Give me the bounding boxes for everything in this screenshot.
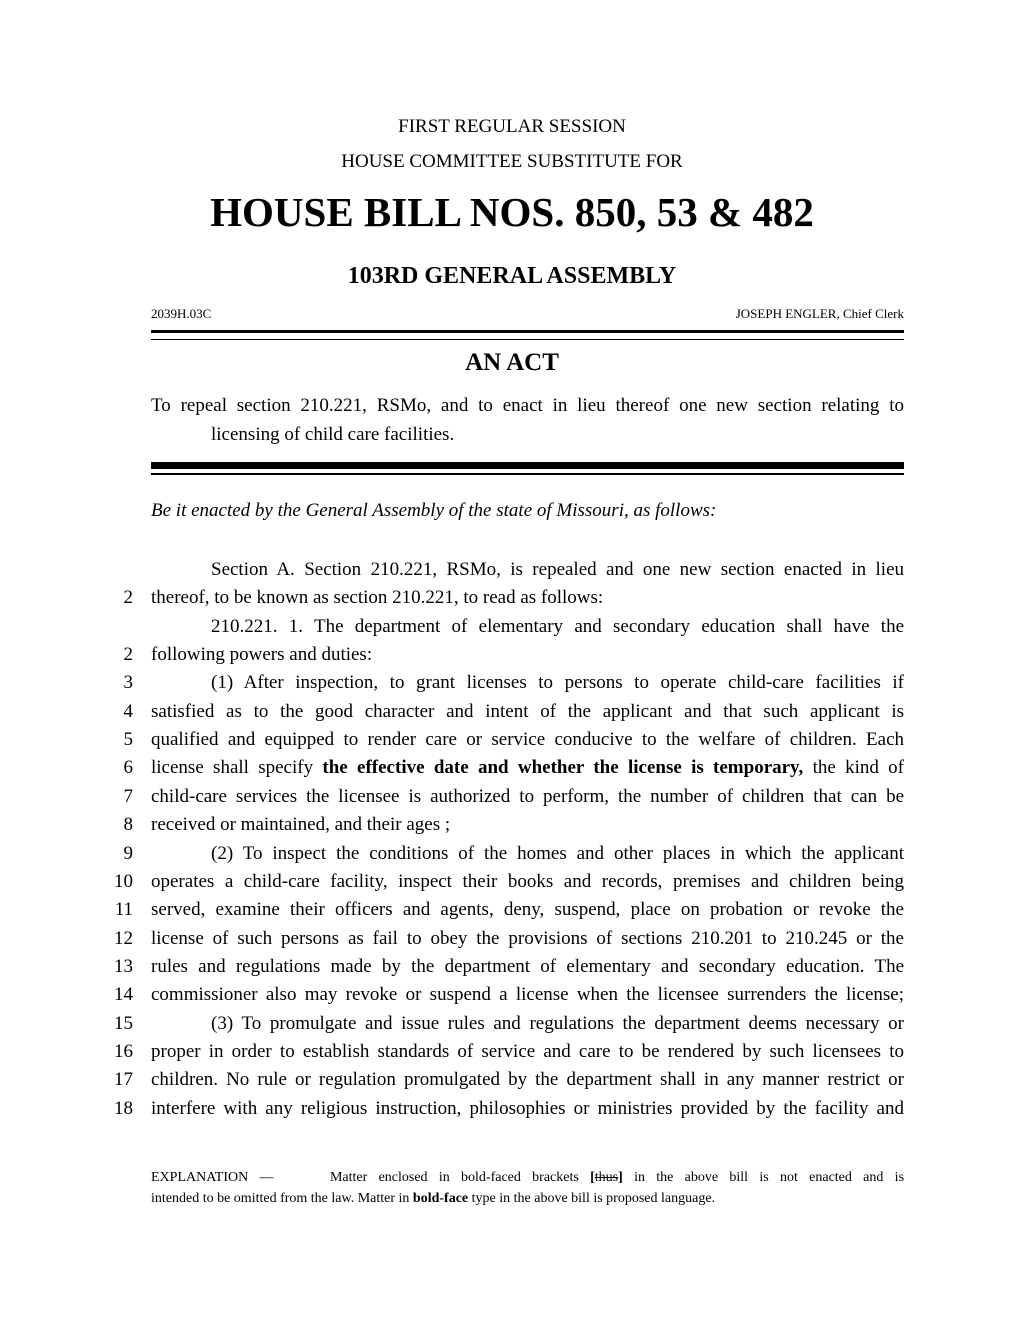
bill-text-line xyxy=(151,869,904,895)
bill-text: the kind of xyxy=(803,757,904,778)
bill-text: 210.221. 1. The department of elementary and secondary education shall have the xyxy=(211,616,904,637)
chief-clerk: JOSEPH ENGLER, Chief Clerk xyxy=(735,306,904,321)
header-rule-top xyxy=(151,330,904,333)
line-number: 16 xyxy=(114,1041,133,1062)
bill-text: served, examine their officers and agents, deny, suspend, place on probation or revoke the xyxy=(151,899,904,920)
explanation-label: EXPLANATION — xyxy=(151,1170,274,1185)
enacting-clause: Be it enacted by the General Assembly of the state of Missouri, as follows: xyxy=(151,500,717,521)
assembly-label: 103RD GENERAL ASSEMBLY xyxy=(347,263,677,289)
bill-text: child-care services the licensee is authorized to perform, the number of children that can be xyxy=(151,786,904,807)
bill-text: proper in order to establish standards of service and care to be rendered by such licensees to xyxy=(151,1041,904,1062)
bracket-open: [ xyxy=(590,1170,595,1185)
bill-text: interfere with any religious instruction, philosophies or ministries provided by the facility and xyxy=(151,1098,904,1119)
bill-text-line xyxy=(151,982,904,1008)
bill-text: commissioner also may revoke or suspend a license when the licensee surrenders the license; xyxy=(151,984,904,1005)
explanation-line2-a: intended to be omitted from the law. Matter in xyxy=(151,1191,413,1206)
bill-text-line xyxy=(151,642,904,668)
explanation-line2-b: type in the above bill is proposed language. xyxy=(468,1191,716,1206)
bill-text: Section A. Section 210.221, RSMo, is repealed and one new section enacted in lieu xyxy=(211,559,904,580)
bill-text: received or maintained, and their ages ; xyxy=(151,814,451,835)
line-number: 17 xyxy=(114,1069,133,1090)
act-title-line-2: licensing of child care facilities. xyxy=(211,424,455,445)
line-number: 9 xyxy=(123,843,133,864)
line-number: 2 xyxy=(123,644,133,665)
document-id: 2039H.03C xyxy=(151,306,212,321)
line-number: 3 xyxy=(123,672,133,693)
bill-text: (1) After inspection, to grant licenses to persons to operate child-care facilities if xyxy=(211,672,904,693)
bill-text: satisfied as to the good character and intent of the applicant and that such applicant is xyxy=(151,701,904,722)
bill-text-line xyxy=(151,1067,904,1093)
explanation-text-2: in the above bill is not enacted and is xyxy=(622,1170,905,1185)
substitute-label: HOUSE COMMITTEE SUBSTITUTE FOR xyxy=(341,151,683,172)
line-number: 4 xyxy=(123,701,133,722)
bill-text-line xyxy=(151,585,904,611)
bill-title: HOUSE BILL NOS. 850, 53 & 482 xyxy=(210,189,814,235)
bill-text: license of such persons as fail to obey the provisions of sections 210.201 to 210.245 or the xyxy=(151,928,904,949)
bill-text-line xyxy=(151,1039,904,1065)
bill-text: operates a child-care facility, inspect their books and records, premises and children being xyxy=(151,871,904,892)
bill-text-line xyxy=(151,699,904,725)
bill-text-line xyxy=(151,1096,904,1122)
bold-face-example: bold-face xyxy=(412,1191,469,1206)
bill-text: (3) To promulgate and issue rules and regulations the department deems necessary or xyxy=(211,1013,904,1034)
bill-text: rules and regulations made by the department of elementary and secondary education. The xyxy=(151,956,904,977)
explanation-line-1 xyxy=(151,1170,904,1186)
bill-text-line xyxy=(211,670,904,696)
line-number: 15 xyxy=(114,1013,133,1034)
bracket-close: ] xyxy=(618,1170,623,1185)
line-number: 5 xyxy=(123,729,133,750)
bill-text-line xyxy=(151,926,904,952)
bill-text-line xyxy=(151,812,904,838)
bill-text: children. No rule or regulation promulgated by the department shall in any manner restrict or xyxy=(151,1069,904,1090)
line-number xyxy=(0,614,133,640)
bill-text: thereof, to be known as section 210.221, to read as follows: xyxy=(151,587,604,608)
bill-text-line xyxy=(151,954,904,980)
bill-text-line xyxy=(151,755,904,781)
bill-text: (2) To inspect the conditions of the homes and other places in which the applicant xyxy=(211,843,904,864)
bill-text-line xyxy=(211,557,904,583)
explanation-line-2 xyxy=(151,1191,715,1207)
bill-text: license shall specify xyxy=(151,757,323,778)
session-label: FIRST REGULAR SESSION xyxy=(398,116,626,137)
bill-text-line xyxy=(151,784,904,810)
act-title-line-1: To repeal section 210.221, RSMo, and to enact in lieu thereof one new section relating to xyxy=(151,395,904,416)
act-heading: AN ACT xyxy=(465,349,559,376)
title-rule-thin xyxy=(151,473,904,475)
line-number: 18 xyxy=(114,1098,133,1119)
line-number: 10 xyxy=(114,871,133,892)
line-number: 14 xyxy=(114,984,133,1005)
struck-example: thus xyxy=(594,1170,619,1185)
title-rule-thick xyxy=(151,462,904,469)
line-number: 12 xyxy=(114,928,133,949)
explanation-text-1: Matter enclosed in bold-faced brackets xyxy=(329,1170,591,1185)
header-rule-bottom xyxy=(151,339,904,340)
bill-text-line xyxy=(151,727,904,753)
bill-text: qualified and equipped to render care or service conducive to the welfare of children. Each xyxy=(151,729,904,750)
bill-text-line xyxy=(211,841,904,867)
bill-text-line xyxy=(151,897,904,923)
bill-text: following powers and duties: xyxy=(151,644,373,665)
bill-text-line xyxy=(211,1011,904,1037)
line-number: 8 xyxy=(123,814,133,835)
bill-text-line xyxy=(211,614,904,640)
line-number: 2 xyxy=(123,587,133,608)
line-number: 7 xyxy=(123,786,133,807)
bold-added-text: the effective date and whether the license is temporary, xyxy=(322,757,804,778)
line-number xyxy=(0,557,133,583)
line-number: 6 xyxy=(123,757,133,778)
line-number: 11 xyxy=(114,899,133,920)
line-number: 13 xyxy=(114,956,133,977)
